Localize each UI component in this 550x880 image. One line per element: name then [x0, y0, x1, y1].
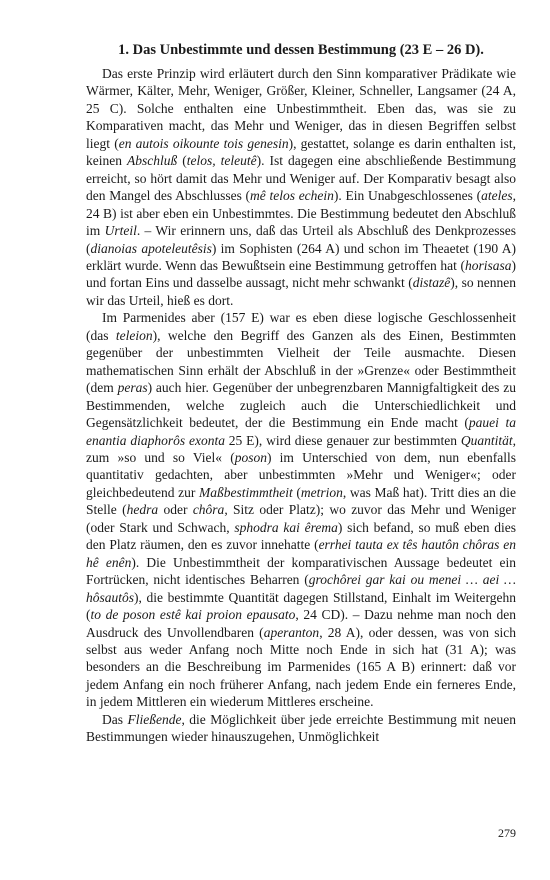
text-run: ). Die Unbestimmtheit der komparativischen Aussage bedeutet ein Fortrücken, nicht identisches Beharren ( — [86, 554, 516, 588]
italic-term: Maßbestimmtheit — [198, 484, 293, 500]
text-run: ). Ist dagegen eine abschließende Bestimmung erreicht, so hört damit das Mehr und Weniger auf. Der Komparativ besagt also den Mangel des Abschlusses ( — [86, 153, 516, 204]
paragraph — [86, 65, 516, 309]
italic-term: en autois oikounte tois genesin — [118, 135, 289, 151]
italic-term: grochôrei gar kai ou menei … aei … hôsautôs — [86, 572, 516, 605]
paragraph — [86, 309, 516, 710]
italic-term: sphodra kai êrema — [234, 519, 338, 535]
italic-term: to de poson estê kai proion epausato — [90, 607, 296, 623]
text-run: ) im Sophisten (264 A) und schon im Theaetet (190 A) erklärt wurde. Wenn das Bewußtsein eine Bestimmung getroffen hat ( — [86, 240, 516, 273]
page-number: 279 — [498, 826, 516, 840]
italic-term: horisasa — [464, 257, 512, 273]
text-run: ), so nennen wir das Urteil, hieß es dort. — [86, 275, 516, 308]
italic-term: distazê — [412, 275, 451, 291]
italic-term: pauei ta enantia diaphorôs exonta — [86, 415, 516, 448]
italic-term: dianoias apoteleutêsis — [90, 240, 212, 256]
italic-term: Quantität — [460, 432, 513, 448]
text-run: oder — [158, 502, 193, 518]
text-run: ), welche den Begriff des Ganzen als des Einen, Bestimmten gegenüber der unbestimmten Vielheit der Teile ausmachte. Diesen mathematischen Sinn erhält der Abschluß in der »Grenze« oder Bestimmtheit (dem — [86, 327, 516, 396]
text-run: Das erste Prinzip wird erläutert durch den Sinn komparativer Prädikate wie Wärmer, Kälter, Mehr, Weniger, Größer, Kleiner, Schneller, Langsamer (24 A, 25 C). Solche enthalten eine Unbestimmtheit. Eben das, was sie zu Komparativen macht, das Mehr und Weniger, das in diesen Begriffen selbst liegt ( — [86, 66, 516, 151]
italic-term: poson — [234, 449, 267, 465]
italic-term: telos, teleutê — [186, 153, 257, 169]
text-run: ). Ein Unabgeschlossenes ( — [333, 188, 482, 204]
italic-term: Urteil — [104, 223, 137, 239]
text-run: , 24 B) ist aber eben ein Unbestimmtes. Die Bestimmung bedeutet den Abschluß im — [86, 188, 516, 239]
text-run: , die Möglichkeit über jede erreichte Bestimmung mit neuen Bestimmungen wieder hinauszugehen, Unmöglichkeit — [86, 711, 516, 745]
italic-term: hedra — [126, 502, 159, 518]
text-run: ( — [292, 484, 301, 500]
italic-term: metrion — [300, 484, 343, 500]
text-run: , 24 CD). – Dazu nehme man noch den Ausdruck des Unvollendbaren ( — [86, 607, 516, 640]
text-run: ( — [177, 153, 187, 169]
italic-term: aperanton — [263, 624, 320, 640]
text-run: ) und fortan Eins und dasselbe aussagt, nicht mehr schwankt ( — [86, 257, 516, 291]
text-run: , zum »so und so Viel« ( — [86, 432, 516, 465]
italic-term: ateles — [481, 188, 513, 204]
italic-term: Abschluß — [127, 153, 178, 169]
body-text — [86, 65, 516, 746]
italic-term: errhei tauta ex tês hautôn chôras en hê enên — [86, 537, 516, 570]
italic-term: Fließende — [127, 711, 182, 727]
text-run: , was Maß hat). Tritt dies an die Stelle ( — [86, 484, 517, 518]
italic-term: chôra — [192, 502, 225, 518]
text-run: ) im Unterschied von dem, nun ebenfalls quantitativ gedachten, aber unbestimmten »Mehr und Weniger«; oder gleichbedeutend zur — [86, 449, 516, 500]
section-heading: 1. Das Unbestimmte und dessen Bestimmung (23 E – 26 D). — [118, 42, 484, 58]
text-run: . – Wir erinnern uns, daß das Urteil als Abschluß des Denkprozesses ( — [86, 223, 516, 256]
italic-term: peras — [117, 380, 148, 396]
text-run: ), gestattet, solange es darin enthalten ist, keinen — [86, 135, 516, 169]
text-run: ) sich befand, so muß eben dies den Platz räumen, den es zuvor innehatte ( — [86, 519, 516, 553]
text-run: Im Parmenides aber (157 E) war es eben diese logische Geschlossenheit (das — [86, 310, 516, 343]
text-run: ), die bestimmte Quantität dagegen Stillstand, Einhalt im Weitergehn ( — [86, 589, 516, 623]
text-run: , Sitz oder Platz); wo zuvor das Mehr und Weniger (oder Stark und Schwach, — [86, 502, 516, 535]
italic-term: teleion — [115, 327, 153, 343]
paragraph — [86, 711, 516, 746]
text-run: 25 E), wird diese genauer zur bestimmten — [224, 432, 461, 448]
italic-term: mê telos echein — [250, 188, 334, 204]
text-run: , 28 A), oder dessen, was von sich selbst aus weder Anfang noch Mitte noch Ende in sich hat (31 A); was besonders an die Beschreibung im Parmenides (165 A B) erinnert: daß vor jedem Anfang ein noch früherer Anfang, nach jedem Ende ein ferneres Ende, in jedem Mittleren ein wiederum Mittleres erscheine. — [86, 624, 516, 710]
text-run: Das — [102, 711, 128, 727]
text-run: ) auch hier. Gegenüber der unbegrenzbaren Mannigfaltigkeit des zu Bestimmenden, welche zugleich auch die Unterschiedlichkeit und Gegensätzlichkeit bedeutet, der die Bestimmung ein Ende macht ( — [86, 380, 516, 431]
